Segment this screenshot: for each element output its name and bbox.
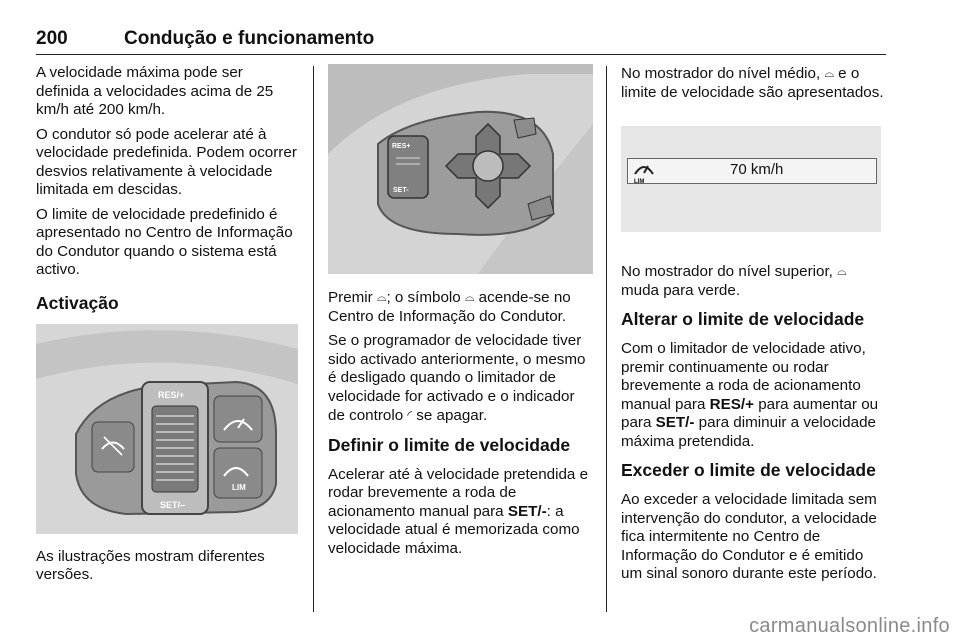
speed-limiter-icon: ⌓ [837,264,847,278]
speed-limiter-icon: ⌓ [464,290,475,304]
page-header [36,24,886,55]
paragraph [328,466,593,559]
set-keyword: SET/- [507,502,547,520]
text-fragment: Com o limitador de velocidade ativo, premir continuamente ou rodar brevemente a roda de acionamento manual para [621,340,866,413]
set-label: SET- [393,187,409,194]
set-keyword: SET/- [655,414,695,431]
text-fragment: e o limite de velocidade são apresentados. [621,65,884,101]
text-fragment: se apagar. [412,407,488,424]
column-middle [328,64,593,564]
text-fragment: acende-se no Centro de Informação do Condutor. [328,289,571,325]
text-fragment: : a velocidade atual é memorizada como velocidade máxima. [328,502,580,557]
right-controls-drawing [328,64,593,274]
paragraph [621,262,886,300]
speed-limit-value: 70 km/h [730,161,784,178]
driver-info-display-illustration [621,126,881,232]
paragraph: O limite de velocidade predefinido é apresentado no Centro de Informação do Condutor quando o sistema está activo. [36,205,293,278]
text-fragment: No mostrador do nível superior, [621,263,838,280]
text-fragment: Se o programador de velocidade tiver sido activado anteriormente, o mesmo é desligado quando o limitador de velocidade for activado e o indicador de controlo [328,332,586,424]
left-controls-drawing [36,324,298,534]
text-fragment: Premir [328,289,377,306]
page-title: Condução e funcionamento [124,28,375,49]
section-heading: Exceder o limite de velocidade [621,460,876,480]
lim-label: LIM [232,482,246,492]
column-right [621,64,886,590]
paragraph [328,332,593,426]
paragraph [621,340,886,451]
column-divider [606,66,607,612]
cruise-control-icon: ◜ [407,408,413,422]
speed-limiter-icon: ⌓ [824,66,834,80]
paragraph: Ao exceder a velocidade limitada sem intervenção do condutor, a velocidade fica intermitente no Centro de Informação do Condutor e é emitido um sinal sonoro durante este período. [621,491,877,582]
paragraph: A velocidade máxima pode ser definida a velocidades acima de 25 km/h até 200 km/h. [36,64,274,118]
watermark: carmanualsonline.info [749,615,950,637]
column-left [36,64,298,591]
set-label: SET/– [160,499,186,510]
section-heading: Alterar o limite de velocidade [621,309,865,329]
section-heading: Definir o limite de velocidade [328,434,571,455]
res-label: RES/+ [158,389,185,400]
section-heading: Activação [36,292,119,313]
paragraph: O condutor só pode acelerar até à velocidade predefinida. Podem ocorrer desvios relativamente à velocidade limitada em descidas. [36,125,297,198]
image-caption: As ilustrações mostram diferentes versões. [36,547,265,583]
paragraph [328,288,593,326]
res-keyword: RES/+ [709,395,754,413]
res-label: RES+ [392,143,411,150]
steering-wheel-left-controls-illustration [36,324,298,534]
page-number: 200 [36,28,68,49]
text-fragment: Acelerar até à velocidade pretendida e rodar brevemente a roda de acionamento manual para [328,465,589,520]
steering-wheel-right-controls-illustration [328,64,593,274]
text-fragment: No mostrador do nível médio, [621,65,825,82]
speed-limiter-icon: ⌓ [376,290,387,304]
column-divider [313,66,314,612]
text-fragment: muda para verde. [621,281,741,299]
paragraph [621,64,886,102]
lim-label: LIM [634,179,645,185]
display-bar [627,158,877,184]
text-fragment: para aumentar ou para [621,395,879,431]
text-fragment: ; o símbolo [386,289,465,306]
text-fragment: para diminuir a velocidade máxima pretendida. [621,414,876,450]
